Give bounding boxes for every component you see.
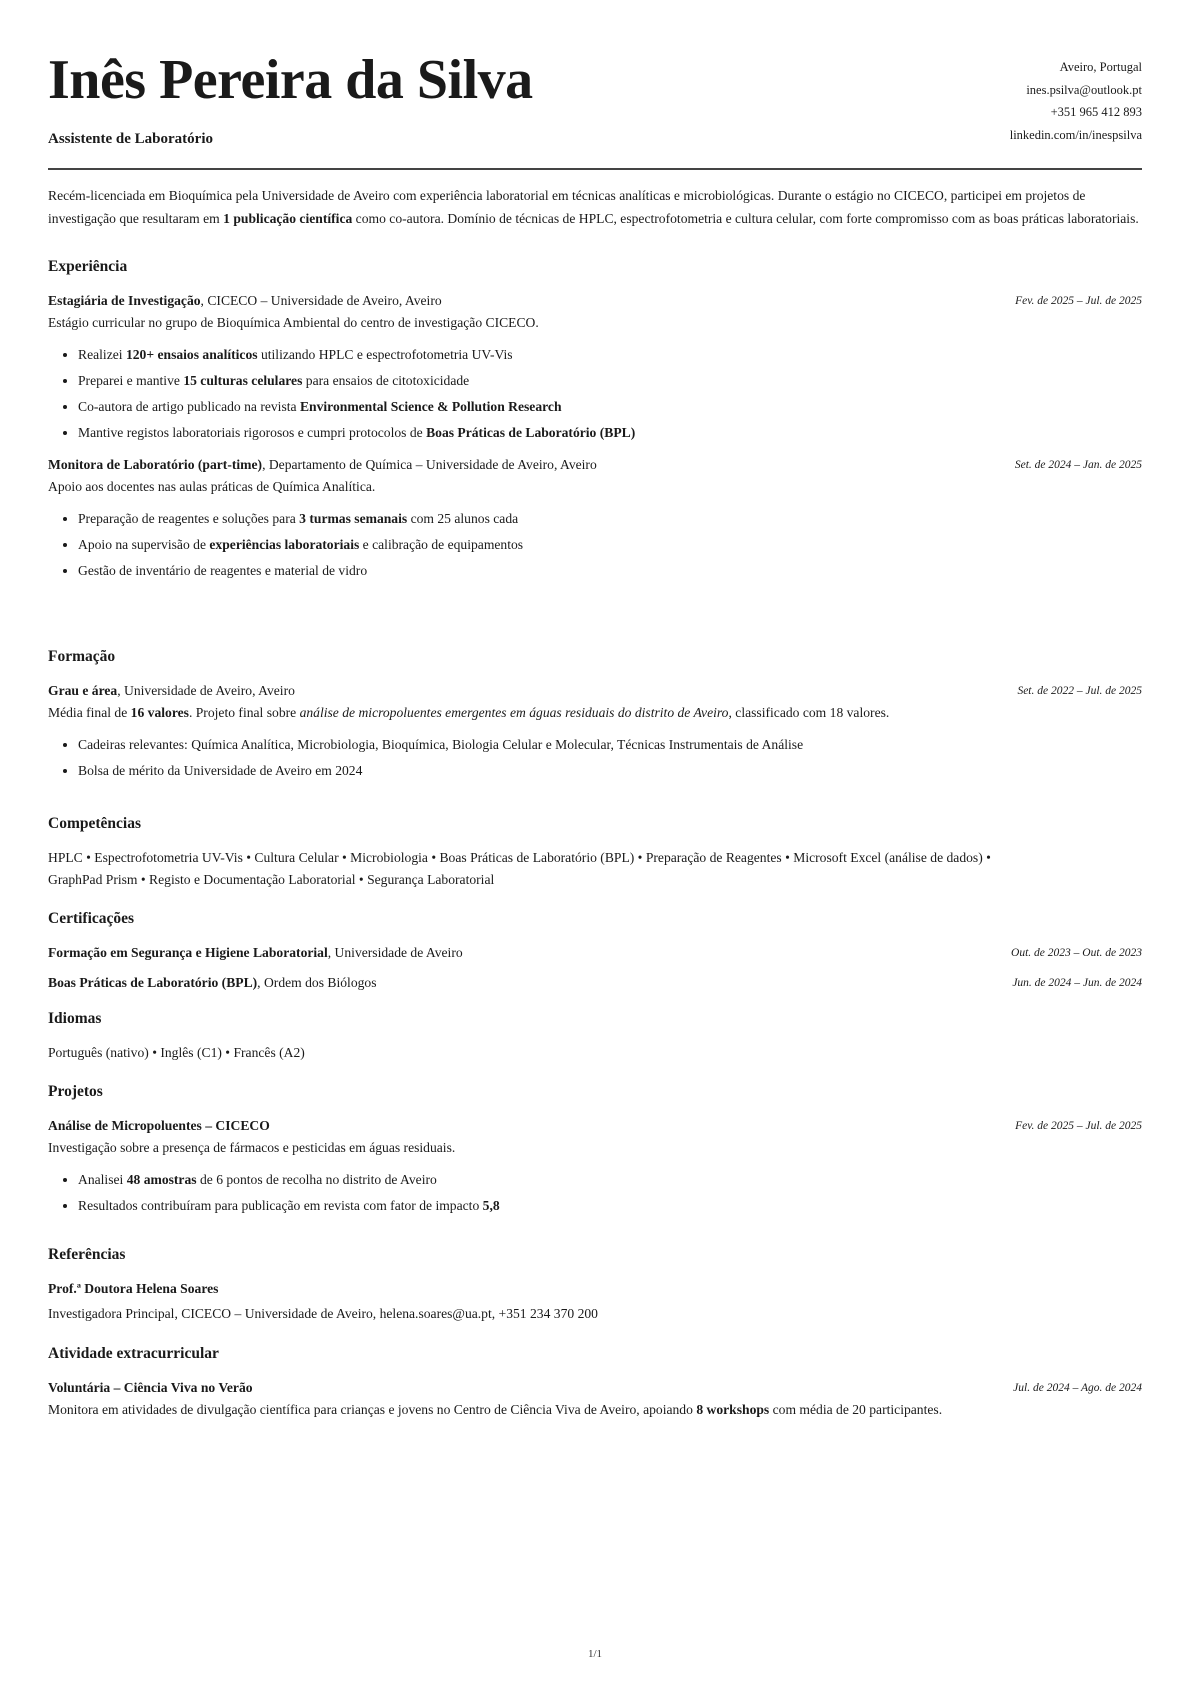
contact-location: Aveiro, Portugal [1059,60,1142,74]
entry-date: Out. de 2023 – Out. de 2023 [1011,947,1142,959]
section-title: Atividade extracurricular [48,1345,219,1362]
bullet-item: • Preparei e mantive 15 culturas celulares para ensaios de citotoxicidade [78,368,1142,394]
section-experience [48,258,1142,584]
certification-issuer: , Ordem dos Biólogos [257,975,377,990]
entry-date: Fev. de 2025 – Jul. de 2025 [1015,1120,1142,1132]
page-number: 1/1 [587,1648,603,1660]
entry-date: Fev. de 2025 – Jul. de 2025 [1015,295,1142,307]
section-title: Formação [48,648,116,665]
section-title: Referências [48,1246,126,1263]
summary-text-end: como co-autora. Domínio de técnicas de HPLC, espectrofotometria e cultura celular, com forte compromisso com as boas práticas laboratoriais. [352,210,1139,226]
section-skills [48,815,1142,891]
entry-org: , Departamento de Química – Universidade de Aveiro, Aveiro [262,457,597,472]
education-org: , Universidade de Aveiro, Aveiro [117,683,295,698]
entry-date: Set. de 2024 – Jan. de 2025 [1014,459,1142,471]
entry-description: Investigação sobre a presença de fármacos e pesticidas em águas residuais. [48,1140,456,1155]
experience-entry [48,454,1142,584]
skills-line: GraphPad Prism • Registo e Documentação Laboratorial • Segurança Laboratorial [48,872,495,887]
summary-highlight: 1 publicação científica [223,210,353,226]
bullet-item: • Cadeiras relevantes: Química Analítica, Microbiologia, Bioquímica, Biologia Celular e Molecular, Técnicas Instrumentais de Análise [78,732,1142,758]
section-references [48,1246,1142,1325]
experience-entry [48,290,1142,446]
bullet-item: • Co-autora de artigo publicado na revista Environmental Science & Pollution Research [78,394,1142,420]
entry-role: Monitora de Laboratório (part-time) [48,457,263,472]
certification-item [48,972,1142,1002]
bullet-item: • Preparação de reagentes e soluções para 3 turmas semanais com 25 alunos cada [78,506,1142,532]
entry-bullets [48,506,1142,584]
section-certifications [48,910,1142,1002]
resume-page [48,0,1142,1417]
languages-line: Português (nativo) • Inglês (C1) • Francês (A2) [48,1045,305,1060]
section-projects [48,1083,1142,1219]
section-title: Certificações [48,910,135,927]
activity-name: Voluntária – Ciência Viva no Verão [48,1380,253,1395]
summary-text: Recém-licenciada em Bioquímica pela Universidade de Aveiro com experiência laboratorial em técnicas analíticas e microbiológicas. Durante o estágio no CICECO, participei em projetos de investigação que resultaram em [48,188,1086,226]
bullet-item: • Apoio na supervisão de experiências laboratoriais e calibração de equipamentos [78,532,1142,558]
entry-bullets [48,732,1142,784]
entry-header [48,454,1142,476]
header-divider [48,168,1142,170]
entry-header [48,1115,1142,1137]
entry-description: Monitora em atividades de divulgação científica para crianças e jovens no Centro de Ciência Viva de Aveiro, apoiando 8 workshops com média de 20 participantes. [48,1402,943,1417]
candidate-name: Inês Pereira da Silva [48,49,533,111]
contact-info [1010,56,1142,146]
bullet-item: • Bolsa de mérito da Universidade de Aveiro em 2024 [78,758,1142,784]
certification-item [48,942,1142,972]
entry-date: Jul. de 2024 – Ago. de 2024 [1013,1382,1142,1394]
certification-name: Formação em Segurança e Higiene Laboratorial [48,945,328,960]
entry-description: Média final de 16 valores. Projeto final sobre análise de micropoluentes emergentes em águas residuais do distrito de Aveiro, classificado com 18 valores. [48,705,890,720]
section-title: Competências [48,815,141,832]
bullet-item: • Mantive registos laboratoriais rigorosos e cumpri protocolos de Boas Práticas de Laboratório (BPL) [78,420,1142,446]
entry-header [48,1377,1142,1399]
entry-description: Apoio aos docentes nas aulas práticas de Química Analítica. [48,479,376,494]
candidate-headline: Assistente de Laboratório [48,131,213,147]
skills-line: HPLC • Espectrofotometria UV-Vis • Cultura Celular • Microbiologia • Boas Práticas de Laboratório (BPL) • Preparação de Reagentes • Microsoft Excel (análise de dados) • [48,850,991,865]
section-languages [48,1010,1142,1064]
education-degree: Grau e área [48,683,118,698]
bullet-item: • Resultados contribuíram para publicação em revista com fator de impacto 5,8 [78,1193,1142,1219]
bullet-item: • Analisei 48 amostras de 6 pontos de recolha no distrito de Aveiro [78,1167,1142,1193]
project-name: Análise de Micropoluentes – CICECO [48,1118,270,1133]
entry-date: Jun. de 2024 – Jun. de 2024 [1012,977,1142,989]
reference-detail: Investigadora Principal, CICECO – Universidade de Aveiro, helena.soares@ua.pt, +351 234 370 200 [48,1306,598,1321]
section-extracurricular [48,1345,1142,1421]
section-education [48,648,1142,784]
bullet-item: • Gestão de inventário de reagentes e material de vidro [78,558,1142,584]
section-title: Idiomas [48,1010,102,1027]
entry-bullets [48,342,1142,446]
bullet-item: • Realizei 120+ ensaios analíticos utilizando HPLC e espectrofotometria UV-Vis [78,342,1142,368]
contact-linkedin[interactable]: linkedin.com/in/inespsilva [1009,127,1142,142]
entry-org: , CICECO – Universidade de Aveiro, Aveiro [200,293,442,308]
entry-date: Set. de 2022 – Jul. de 2025 [1017,685,1142,697]
entry-description: Estágio curricular no grupo de Bioquímica Ambiental do centro de investigação CICECO. [48,315,539,330]
contact-phone[interactable]: +351 965 412 893 [1050,105,1142,119]
section-title: Experiência [48,258,128,275]
summary [48,185,1142,230]
resume-header [48,0,1142,170]
entry-role: Estagiária de Investigação [48,293,201,308]
contact-email[interactable]: ines.psilva@outlook.pt [1026,82,1142,97]
section-title: Projetos [48,1083,103,1100]
entry-bullets [48,1167,1142,1219]
reference-name: Prof.ª Doutora Helena Soares [48,1281,219,1296]
certification-issuer: , Universidade de Aveiro [327,945,463,960]
certification-name: Boas Práticas de Laboratório (BPL) [48,975,258,990]
entry-header [48,290,1142,312]
entry-header [48,680,1142,702]
